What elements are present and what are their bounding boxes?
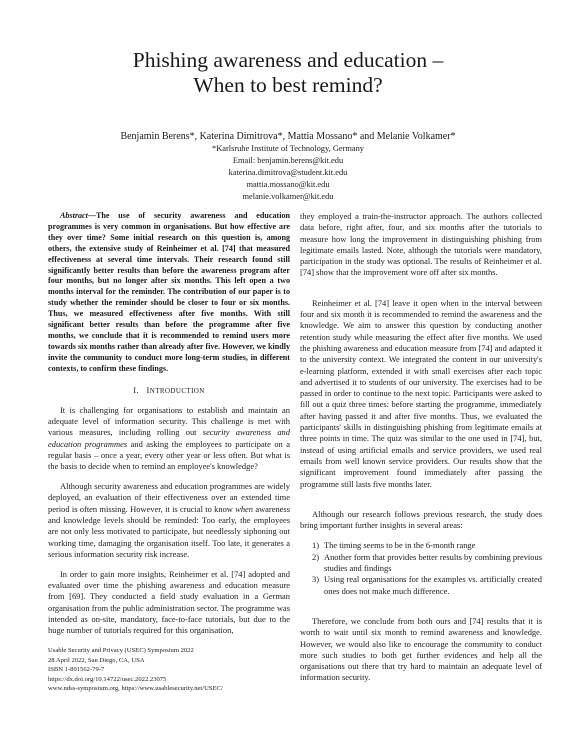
email-line: melanie.volkamer@kit.edu — [242, 192, 334, 201]
conference-footer — [48, 646, 290, 694]
left-column — [48, 211, 290, 637]
list-item — [300, 552, 542, 575]
author-list: Benjamin Berens*, Katerina Dimitrova*, Mattia Mossano* and Melanie Volkamer* — [120, 131, 456, 142]
abstract-label: Abstract — [60, 211, 88, 220]
abstract — [48, 211, 290, 375]
email-line: katerina.dimitrova@student.kit.edu — [228, 168, 348, 177]
list-item-text: The timing seems to be in the 6-month range — [324, 540, 476, 551]
footer-links[interactable]: www.ndss-symposium.org, https://www.usablesecurity.net/USEC/ — [48, 685, 223, 692]
findings-list — [300, 540, 542, 596]
email-line: mattia.mossano@kit.edu — [246, 180, 330, 189]
list-item-number: 2) — [312, 551, 320, 562]
list-item — [300, 574, 542, 597]
section-numeral: I. — [133, 384, 140, 395]
title-line-2: When to best remind? — [193, 73, 383, 97]
section-heading — [48, 385, 290, 397]
footer-line: 28 April 2022, San Diego, CA, USA — [48, 656, 145, 664]
intro-p2-emphasis: when — [235, 503, 254, 514]
right-column — [300, 211, 542, 684]
list-item-number: 1) — [312, 540, 320, 551]
footer-line: ISBN 1-891562-79-7 — [48, 666, 105, 673]
footer-line: Usable Security and Privacy (USEC) Symposium 2022 — [48, 647, 194, 654]
email-line: Email: benjamin.berens@kit.edu — [232, 156, 344, 165]
affiliation: *Karlsruhe Institute of Technology, Germany — [212, 144, 364, 153]
paper-title — [0, 48, 576, 98]
section-title-rest: NTRODUCTION — [149, 386, 205, 395]
intro-paragraph-3: In order to gain more insights, Reinheimer et al. [74] adopted and evaluated over time the phishing awareness and education measure from [69]. They conducted a field study evaluation in a German organisation from the public administration sector. The programme was intended as on-site, mandatory, face-to-face tutorials, but due to the huge number of tutorials required for this organisation, — [48, 568, 290, 636]
list-item-text: Another form that provides better results by combining previous studies and findings — [324, 551, 542, 574]
intro-p2-text-b: awareness and knowledge levels should be reminded: Too early, the employees are not only less motivated to participate, but needlessly siphoning out working time, damaging the organisation itself. Too late, it generates a serious information security risk increase. — [48, 503, 290, 559]
section-title-initial: I — [146, 384, 150, 395]
affiliation-block — [0, 143, 576, 203]
intro-p2-text-a: Although security awareness and education programmes are widely deployed, an evaluation of their effectiveness over an extended time period is often missing. However, it is crucial to know — [48, 481, 290, 514]
intro-paragraph-1 — [48, 405, 290, 473]
intro-p1-text-a: It is challenging for organisations to establish and maintain an adequate level of information security. This challenge is met with various measures, including rolling out — [48, 404, 290, 438]
right-paragraph-4: Therefore, we conclude from both ours and [74] results that it is worth to wait until six month to remind awareness and knowledge. However, we would also like to encourage the community to conduct more such studies to both get further evidences and help all the organisations out there that try hard to maintain an adequate level of information security. — [300, 615, 542, 683]
list-item — [300, 540, 542, 551]
right-paragraph-3: Although our research follows previous research, the study does bring important further insights in several areas: — [300, 508, 542, 531]
right-paragraph-2: Reinheimer et al. [74] leave it open when in the interval between four and six month it is recommended to remind the awareness and the knowledge. We aim to answer this question by conducting another retention study while measuring the effect after five months. We used the phishing awareness and education measure from [74] and adapted it to the university context. We integrated the content in our university's e-learning platform, extended it with small exercises after each topic and advertised it to students of our university. The exercises had to be passed in order to continue to the next topic. Participants were asked to fill out a quiz three times: before starting the programme, immediately after having passed it and after five months. Thus, we evaluated the participants' skills in distinguishing phishing from legitimate emails at three points in time. The quiz was similar to the one used in [74], but, instead of using artificial emails and service providers, we used real emails from well known service providers. Our results show that the significant improvement found immediately after passing the programme still lasts five months later. — [300, 297, 542, 489]
right-paragraph-1: they employed a train-the-instructor approach. The authors collected data before, right after, four, and six months after the tutorials to measure how long the improvement in distinguishing phishing from legitimate emails lasted. Note, although the tutorials were mandatory, participation in the study was optional. The results of Reinheimer et al. [74] show that the improvement wore off after six months. — [300, 211, 542, 278]
intro-p1-emphasis: security awareness and education programmes — [48, 427, 290, 449]
intro-p1-text-b: and asking the employees to participate on a regular basis – once a year, every other year or less often. But what is the basis to decide when to remind an employee's knowledge? — [48, 438, 290, 472]
list-item-number: 3) — [312, 574, 320, 585]
footer-doi-link[interactable]: https://dx.doi.org/10.14722/usec.2022.23075 — [48, 675, 167, 683]
list-item-text: Using real organisations for the examples vs. artificially created ones does not make much difference. — [324, 574, 542, 596]
abstract-text: —The use of security awareness and education programmes is very common in organisations. But how effective are they over time? Some initial research on this question is, among others, the extensive study of Reinheimer et al. [74] that measured effectiveness at several time intervals. Their research found still significantly better results than before the awareness program after four months, but no longer after six months. This left open a two months interval for the reminder. The contribution of our paper is to study whether the reminder should be closer to four or six months. Thus, we measured effectiveness after five months. With still significant better results than before the programme after five months, we conclude that it is recommended to remind users more towards six months rather than already after five. However, we kindly invite the community to conduct more long-term studies, in different contexts, to confirm these findings. — [48, 211, 290, 373]
intro-paragraph-2 — [48, 481, 290, 560]
title-line-1: Phishing awareness and education – — [132, 48, 444, 72]
